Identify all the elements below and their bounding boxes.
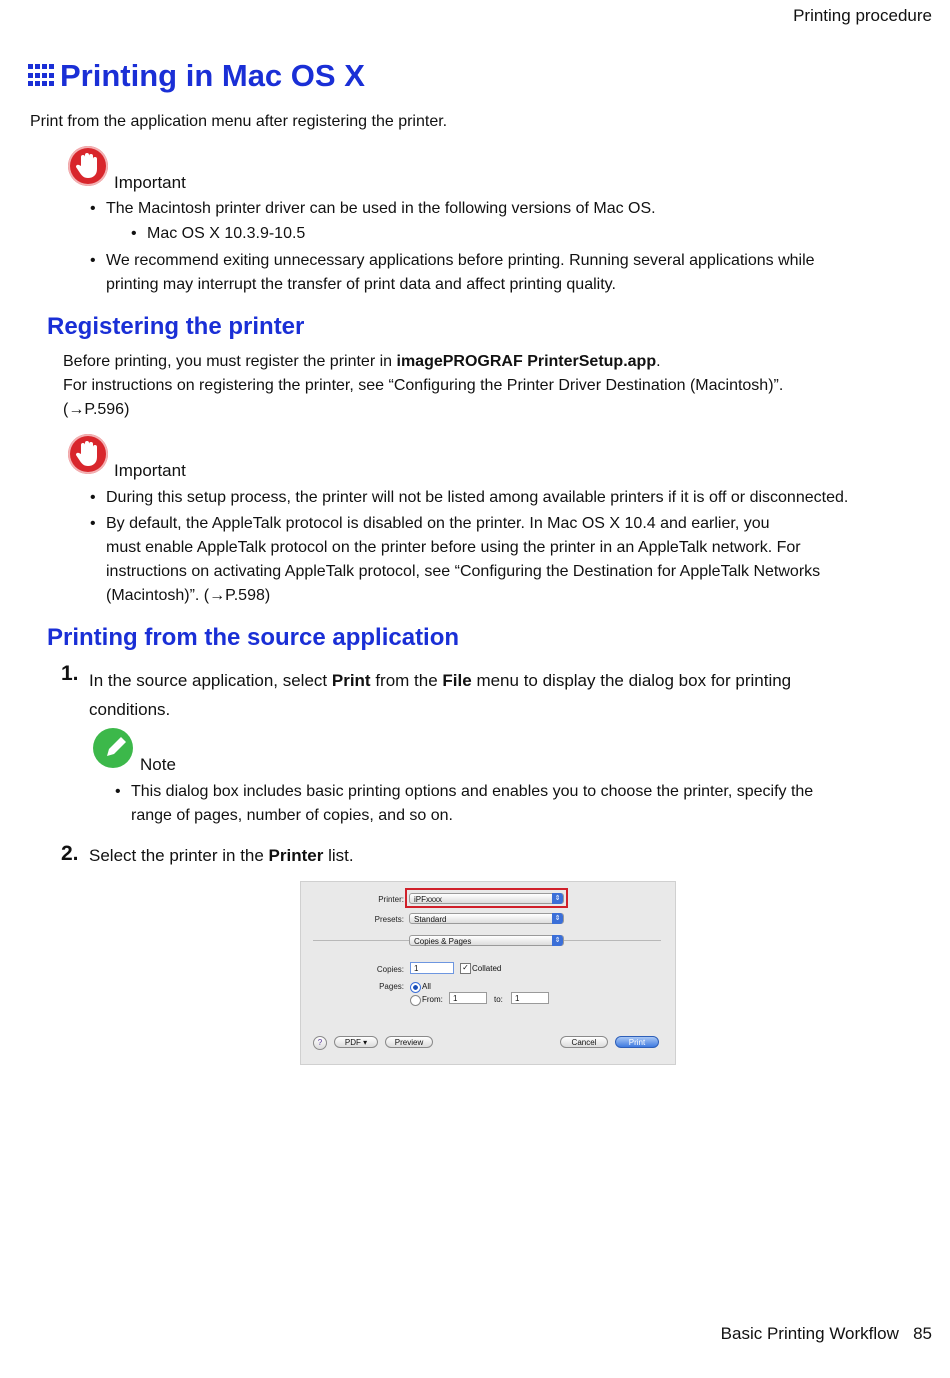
list-item: • The Macintosh printer driver can be used in the following versions of Mac OS.: [106, 197, 656, 221]
from-label: From:: [422, 995, 443, 1004]
print-button[interactable]: Print: [615, 1036, 659, 1048]
step-2-text: Select the printer in the Printer list.: [89, 846, 354, 865]
to-field[interactable]: 1: [511, 992, 549, 1004]
from-radio[interactable]: [410, 995, 421, 1006]
important-label: Important: [114, 461, 186, 480]
list-item-continuation: (Macintosh)”. (→P.598): [106, 587, 271, 604]
list-item: • During this setup process, the printer will not be listed among available printers if it is off or disconnected.: [106, 486, 848, 510]
preview-button[interactable]: Preview: [385, 1036, 433, 1048]
list-item-continuation: range of pages, number of copies, and so on.: [131, 807, 453, 824]
register-line-1: Before printing, you must register the printer in imagePROGRAF PrinterSetup.app.: [63, 353, 661, 370]
all-radio[interactable]: [410, 982, 421, 993]
panel-popup[interactable]: Copies & Pages ⇕: [409, 935, 564, 946]
print-dialog: [300, 881, 676, 1065]
collated-checkbox[interactable]: ✓: [460, 963, 471, 974]
pages-label: Pages:: [379, 982, 404, 991]
copies-field[interactable]: 1: [410, 962, 454, 974]
note-label: Note: [140, 755, 176, 774]
pdf-button[interactable]: PDF ▾: [334, 1036, 378, 1048]
list-item-continuation: printing may interrupt the transfer of print data and affect printing quality.: [106, 276, 616, 293]
collated-label: Collated: [472, 964, 502, 973]
stop-hand-icon: [68, 434, 108, 474]
register-line-2: For instructions on registering the printer, see “Configuring the Printer Driver Destination (Macintosh)”.: [63, 377, 784, 394]
updown-arrow-icon: ⇕: [552, 935, 563, 946]
intro-text: Print from the application menu after registering the printer.: [30, 113, 448, 130]
printer-label: Printer:: [378, 895, 404, 904]
list-item-continuation: instructions on activating AppleTalk protocol, see “Configuring the Destination for AppleTalk Networks: [106, 563, 821, 580]
list-item: • Mac OS X 10.3.9-10.5: [147, 222, 305, 246]
stop-hand-icon: [68, 146, 108, 186]
page-reference: (→P.596): [63, 401, 130, 418]
help-button[interactable]: ?: [313, 1036, 327, 1050]
presets-label: Presets:: [374, 915, 404, 924]
app-name: imagePROGRAF PrinterSetup.app: [396, 353, 657, 370]
list-item: • This dialog box includes basic printing options and enables you to choose the printer, specify the: [131, 780, 813, 804]
updown-arrow-icon: ⇕: [552, 913, 563, 924]
section-heading-registering: Registering the printer: [47, 313, 305, 340]
grid-icon: [28, 64, 54, 88]
list-item: • By default, the AppleTalk protocol is disabled on the printer. In Mac OS X 10.4 and earlier, you: [106, 512, 770, 536]
pencil-icon: [93, 728, 133, 768]
page-title-text: Printing in Mac OS X: [60, 58, 365, 93]
running-header: Printing procedure: [793, 6, 932, 25]
to-label: to:: [494, 995, 503, 1004]
chapter-name: Basic Printing Workflow: [720, 1324, 899, 1343]
highlight-box: [405, 888, 568, 908]
cancel-button[interactable]: Cancel: [560, 1036, 608, 1048]
page-number: 85: [913, 1324, 932, 1343]
all-label: All: [422, 982, 431, 991]
section-heading-printing: Printing from the source application: [47, 624, 460, 651]
important-label: Important: [114, 173, 186, 192]
updown-arrow-icon: ⇕: [552, 893, 563, 904]
running-footer: [721, 1324, 932, 1344]
step-1-text: In the source application, select Print from the File menu to display the dialog box for printing conditions.: [89, 671, 792, 719]
step-number: 2.: [61, 842, 79, 865]
copies-label: Copies:: [376, 965, 404, 974]
from-field[interactable]: 1: [449, 992, 487, 1004]
printer-popup[interactable]: iPFxxxx ⇕: [409, 893, 564, 904]
presets-popup[interactable]: Standard ⇕: [409, 913, 564, 924]
list-item: • We recommend exiting unnecessary applications before printing. Running several applications while: [106, 249, 815, 273]
page-title: [28, 58, 365, 94]
step-number: 1.: [61, 662, 79, 685]
list-item-continuation: must enable AppleTalk protocol on the printer before using the printer in an AppleTalk network. For: [106, 539, 801, 556]
